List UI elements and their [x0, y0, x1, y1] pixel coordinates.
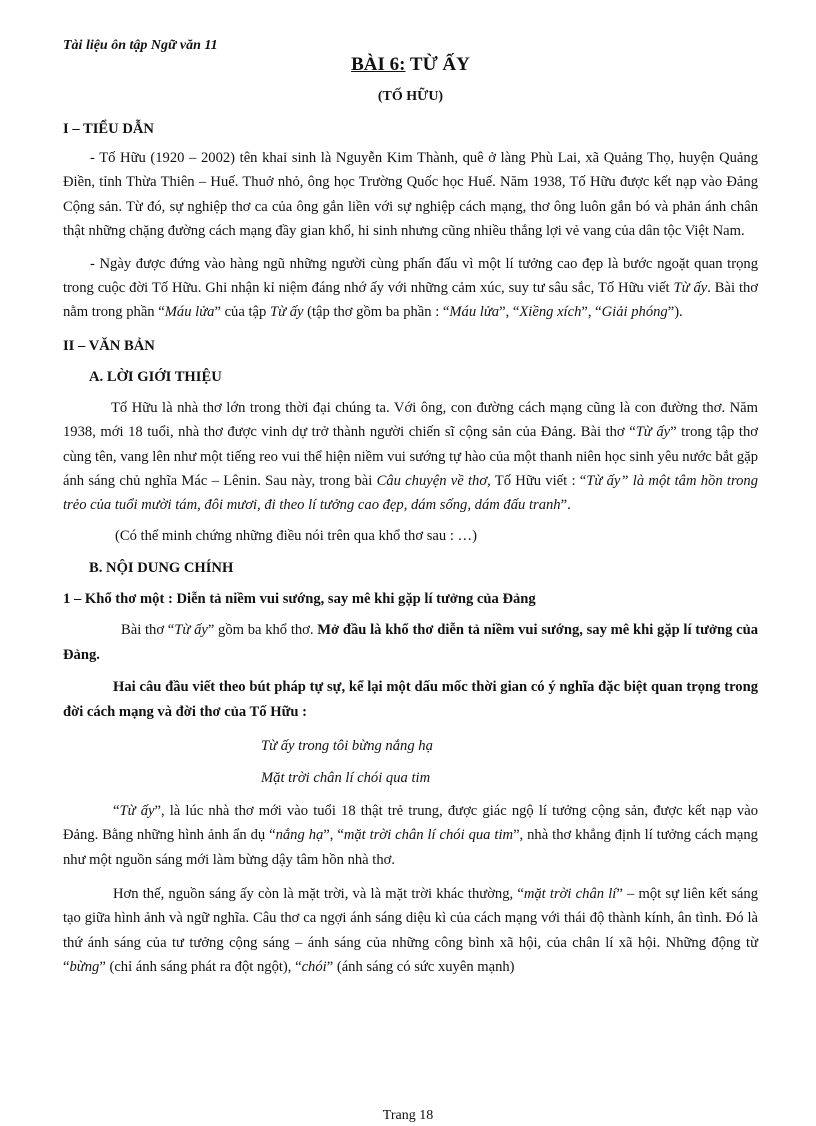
paragraph-analysis-2: [63, 882, 758, 980]
text-run-italic: Máu lửa: [449, 304, 500, 321]
text-run-italic: Câu chuyện về thơ: [376, 473, 488, 490]
text-run: ”, “: [499, 304, 520, 321]
text-run: (tập thơ gồm ba phần : “: [303, 304, 450, 321]
page-number: Trang 18: [382, 1108, 434, 1123]
text-run-italic: chói: [301, 959, 327, 976]
section-heading-intro: I – TIỂU DẪN: [63, 121, 154, 137]
text-run: ” (chỉ ánh sáng phát ra đột ngột), “: [99, 959, 302, 976]
text-run: ”, “: [581, 304, 602, 321]
poem-line: Từ ấy trong tôi bừng nắng hạ: [261, 737, 433, 754]
text-run-italic: Từ ấy: [635, 424, 671, 441]
document-header: Tài liệu ôn tập Ngữ văn 11: [63, 38, 218, 53]
text-run-italic: Từ ấy: [119, 802, 155, 819]
paragraph-biography: - Tố Hữu (1920 – 2002) tên khai sinh là Nguyễn Kim Thành, quê ở làng Phù Lai, xã Quảng Thọ, huyện Quảng Điền, tỉnh Thừa Thiên – Huế. Thuở nhỏ, ông học Trường Quốc học Huế. Năm 1938, Tố Hữu được kết nạp vào Đảng Cộng sản. Từ đó, sự nghiệp thơ ca của ông gắn liền với sự nghiệp cách mạng, thơ ông luôn gắn bó và phản ánh chân thật những chặng đường cách mạng đầy gian khổ, hi sinh nhưng cũng nhiều thắng lợi vẻ vang của dân tộc Việt Nam.: [63, 150, 758, 240]
text-run-italic: bừng: [69, 959, 100, 976]
lesson-name: TỪ ẤY: [405, 54, 470, 75]
section-heading-text: II – VĂN BẢN: [63, 337, 155, 354]
text-run-italic: Từ ấy: [673, 280, 708, 297]
part-heading-stanza-one: 1 – Khổ thơ một : Diễn tả niềm vui sướng, say mê khi gặp lí tưởng của Đảng: [63, 591, 536, 608]
paragraph-note: (Có thể minh chứng những điều nói trên qua khổ thơ sau : …): [115, 527, 477, 544]
text-run: Bài thơ “: [121, 622, 175, 639]
text-run: ”, “: [323, 827, 344, 844]
text-run: ” của tập: [214, 304, 270, 321]
text-run: - Ngày được đứng vào hàng ngũ những người cùng phấn đấu vì một lí tưởng cao đẹp là bước ngoặt quan trọng trong cuộc đời Tố Hữu. Ghi nhận kỉ niệm đáng nhớ ấy với những cảm xúc, suy tư sâu sắc, Tố Hữu viết: [63, 255, 758, 297]
text-run: . Bài thơ nằm trong phần “: [63, 280, 759, 321]
paragraph-context: [63, 252, 758, 325]
subsection-heading-main-content: B. NỘI DUNG CHÍNH: [89, 560, 234, 577]
paragraph-analysis-1: [63, 799, 758, 872]
text-run: ” – một sự liên kết sáng tạo giữa hình ảnh và ngữ nghĩa. Câu thơ ca ngợi ánh sáng diệu kì của cách mạng với thái độ thành kính, ân tình. Đó là thứ ánh sáng của tư tưởng cộng sáng – ánh sáng của những công bình xã hội, của chân lí xã hội. Những động từ “: [63, 885, 759, 976]
text-run-italic: Xiềng xích: [519, 304, 582, 321]
text-run-italic: Từ ấy: [269, 304, 304, 321]
text-run-bold: Mở đầu là khổ thơ diễn tả niềm vui sướng, say mê khi gặp lí tưởng của Đảng.: [63, 622, 758, 663]
text-run: ”, là lúc nhà thơ mới vào tuổi 18 thật trẻ trung, được giác ngộ lí tưởng cộng sản, được kết nạp vào Đảng. Bằng những hình ảnh ẩn dụ “: [63, 802, 758, 844]
paragraph-introduction: [63, 396, 758, 518]
text-run: ”.: [560, 497, 571, 514]
text-run: ” (ánh sáng có sức xuyên mạnh): [326, 959, 515, 976]
lesson-author: (TỐ HỮU): [377, 89, 444, 104]
text-run-italic: mặt trời chân lí: [523, 885, 617, 902]
text-run: ” gồm ba khổ thơ.: [207, 622, 318, 639]
text-run: , Tố Hữu viết : “: [487, 473, 587, 490]
text-run: ” trong tập thơ cùng tên, vang lên như một tiếng reo vui thể hiện niềm vui sướng tự hào của một thanh niên học sinh yêu nước bắt gặp ánh sáng chủ nghĩa Mác – Lênin. Sau này, trong bài: [63, 424, 758, 490]
poem-line: Mặt trời chân lí chói qua tim: [261, 770, 431, 787]
subsection-heading-introduction: A. LỜI GIỚI THIỆU: [89, 368, 222, 385]
paragraph-first-lines: Hai câu đầu viết theo bút pháp tự sự, kể lại một dấu mốc thời gian có ý nghĩa đặc biệt quan trọng trong đời cách mạng và đời thơ của Tố Hữu :: [63, 679, 758, 720]
text-run: ”, nhà thơ khẳng định lí tưởng cách mạng như một nguồn sáng mới làm bừng dậy tâm hồn nhà thơ.: [63, 827, 758, 868]
text-run-italic: nắng hạ: [275, 827, 324, 844]
lesson-number: BÀI 6:: [351, 54, 406, 75]
text-run: ”).: [667, 304, 683, 321]
text-run-italic: Từ ấy” là một tâm hồn trong trẻo của tuổi mười tám, đôi mươi, đi theo lí tưởng cao đẹp, dám sống, dám đấu tranh: [63, 473, 759, 514]
text-run-italic: Máu lửa: [164, 304, 215, 321]
text-run: “: [113, 802, 120, 819]
text-run: Tố Hữu là nhà thơ lớn trong thời đại chúng ta. Với ông, con đường cách mạng cũng là con đường thơ. Năm 1938, mới 18 tuổi, nhà thơ được vinh dự trở thành người chiến sĩ cộng sản của Đảng. Bài thơ “: [63, 399, 758, 441]
paragraph-stanza-overview: [63, 618, 758, 667]
text-run-italic: Từ ấy: [174, 622, 208, 639]
text-run: Hơn thế, nguồn sáng ấy còn là mặt trời, và là mặt trời khác thường, “: [113, 885, 524, 902]
lesson-title: [63, 52, 758, 78]
text-run-italic: mặt trời chân lí chói qua tim: [343, 827, 514, 844]
text-run-italic: Giải phóng: [601, 304, 668, 321]
